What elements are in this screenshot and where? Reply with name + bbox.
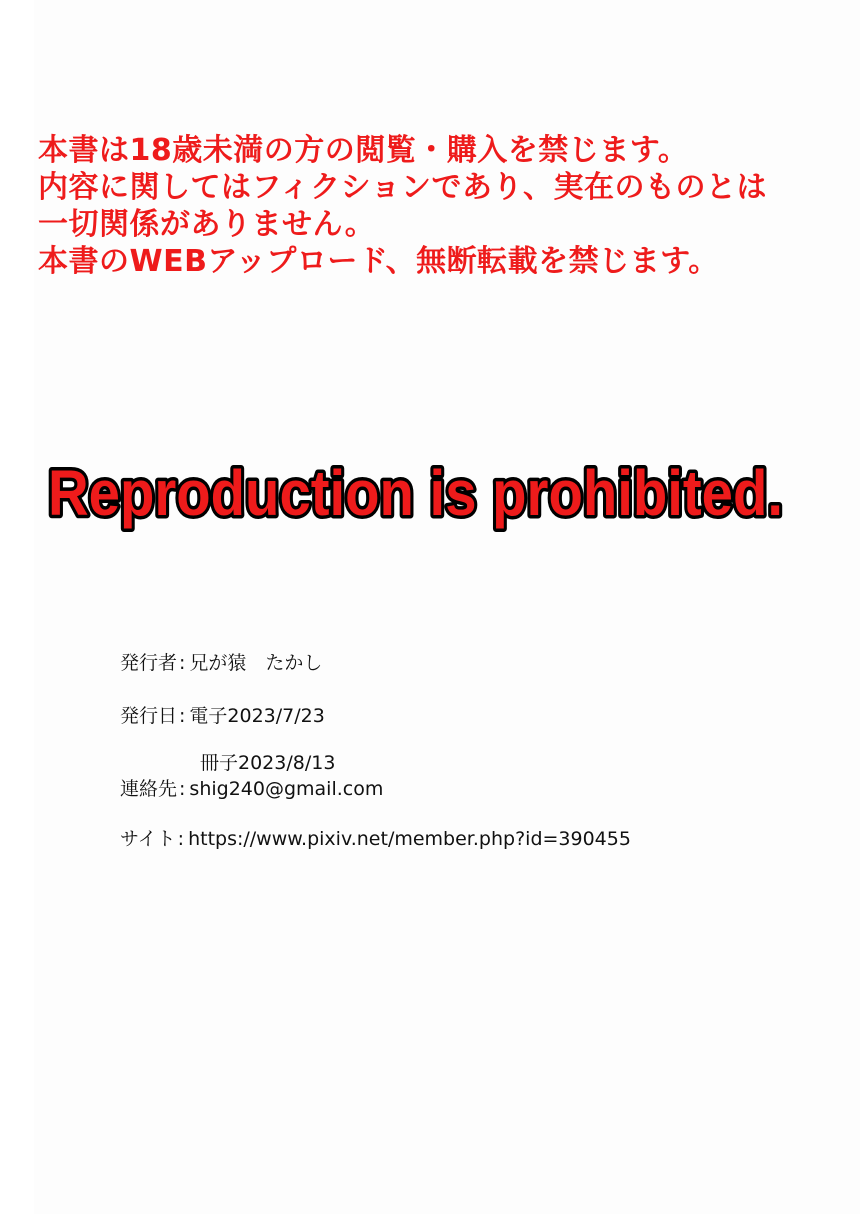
publisher-label: 発行者 <box>120 652 178 674</box>
publisher-name: 兄が猿 たかし <box>189 652 323 674</box>
contact-email[interactable]: shig240@gmail.com <box>189 778 384 800</box>
age-restriction-notice <box>38 132 853 280</box>
page-margin <box>0 0 34 1214</box>
contact-label: 連絡先 <box>120 778 178 800</box>
notice-line-3: 一切関係がありません。 <box>38 207 376 242</box>
issue-date-row <box>120 701 325 728</box>
separator: : <box>179 778 186 800</box>
notice-line-2: 内容に関してはフィクションであり、実在のものとは <box>38 170 767 205</box>
electronic-issue-date: 電子2023/7/23 <box>189 705 325 727</box>
print-issue-date: 冊子2023/8/13 <box>200 752 336 774</box>
website-url[interactable]: https://www.pixiv.net/member.php?id=390455 <box>188 828 631 850</box>
issue-date-label: 発行日 <box>120 705 178 727</box>
banner-text: Reproduction is prohibited. <box>48 457 783 529</box>
reproduction-prohibited-banner <box>48 445 808 535</box>
print-date-row <box>200 748 335 775</box>
publisher-row <box>120 648 322 675</box>
separator: : <box>179 705 186 727</box>
separator: : <box>177 828 185 850</box>
website-row <box>120 824 631 851</box>
notice-line-4: 本書のWEBアップロード、無断転載を禁じます。 <box>38 244 719 279</box>
website-label: サイト <box>120 828 176 850</box>
separator: : <box>179 652 186 674</box>
notice-line-1: 本書は18歳未満の方の閲覧・購入を禁じます。 <box>38 133 689 168</box>
contact-row <box>120 774 383 801</box>
